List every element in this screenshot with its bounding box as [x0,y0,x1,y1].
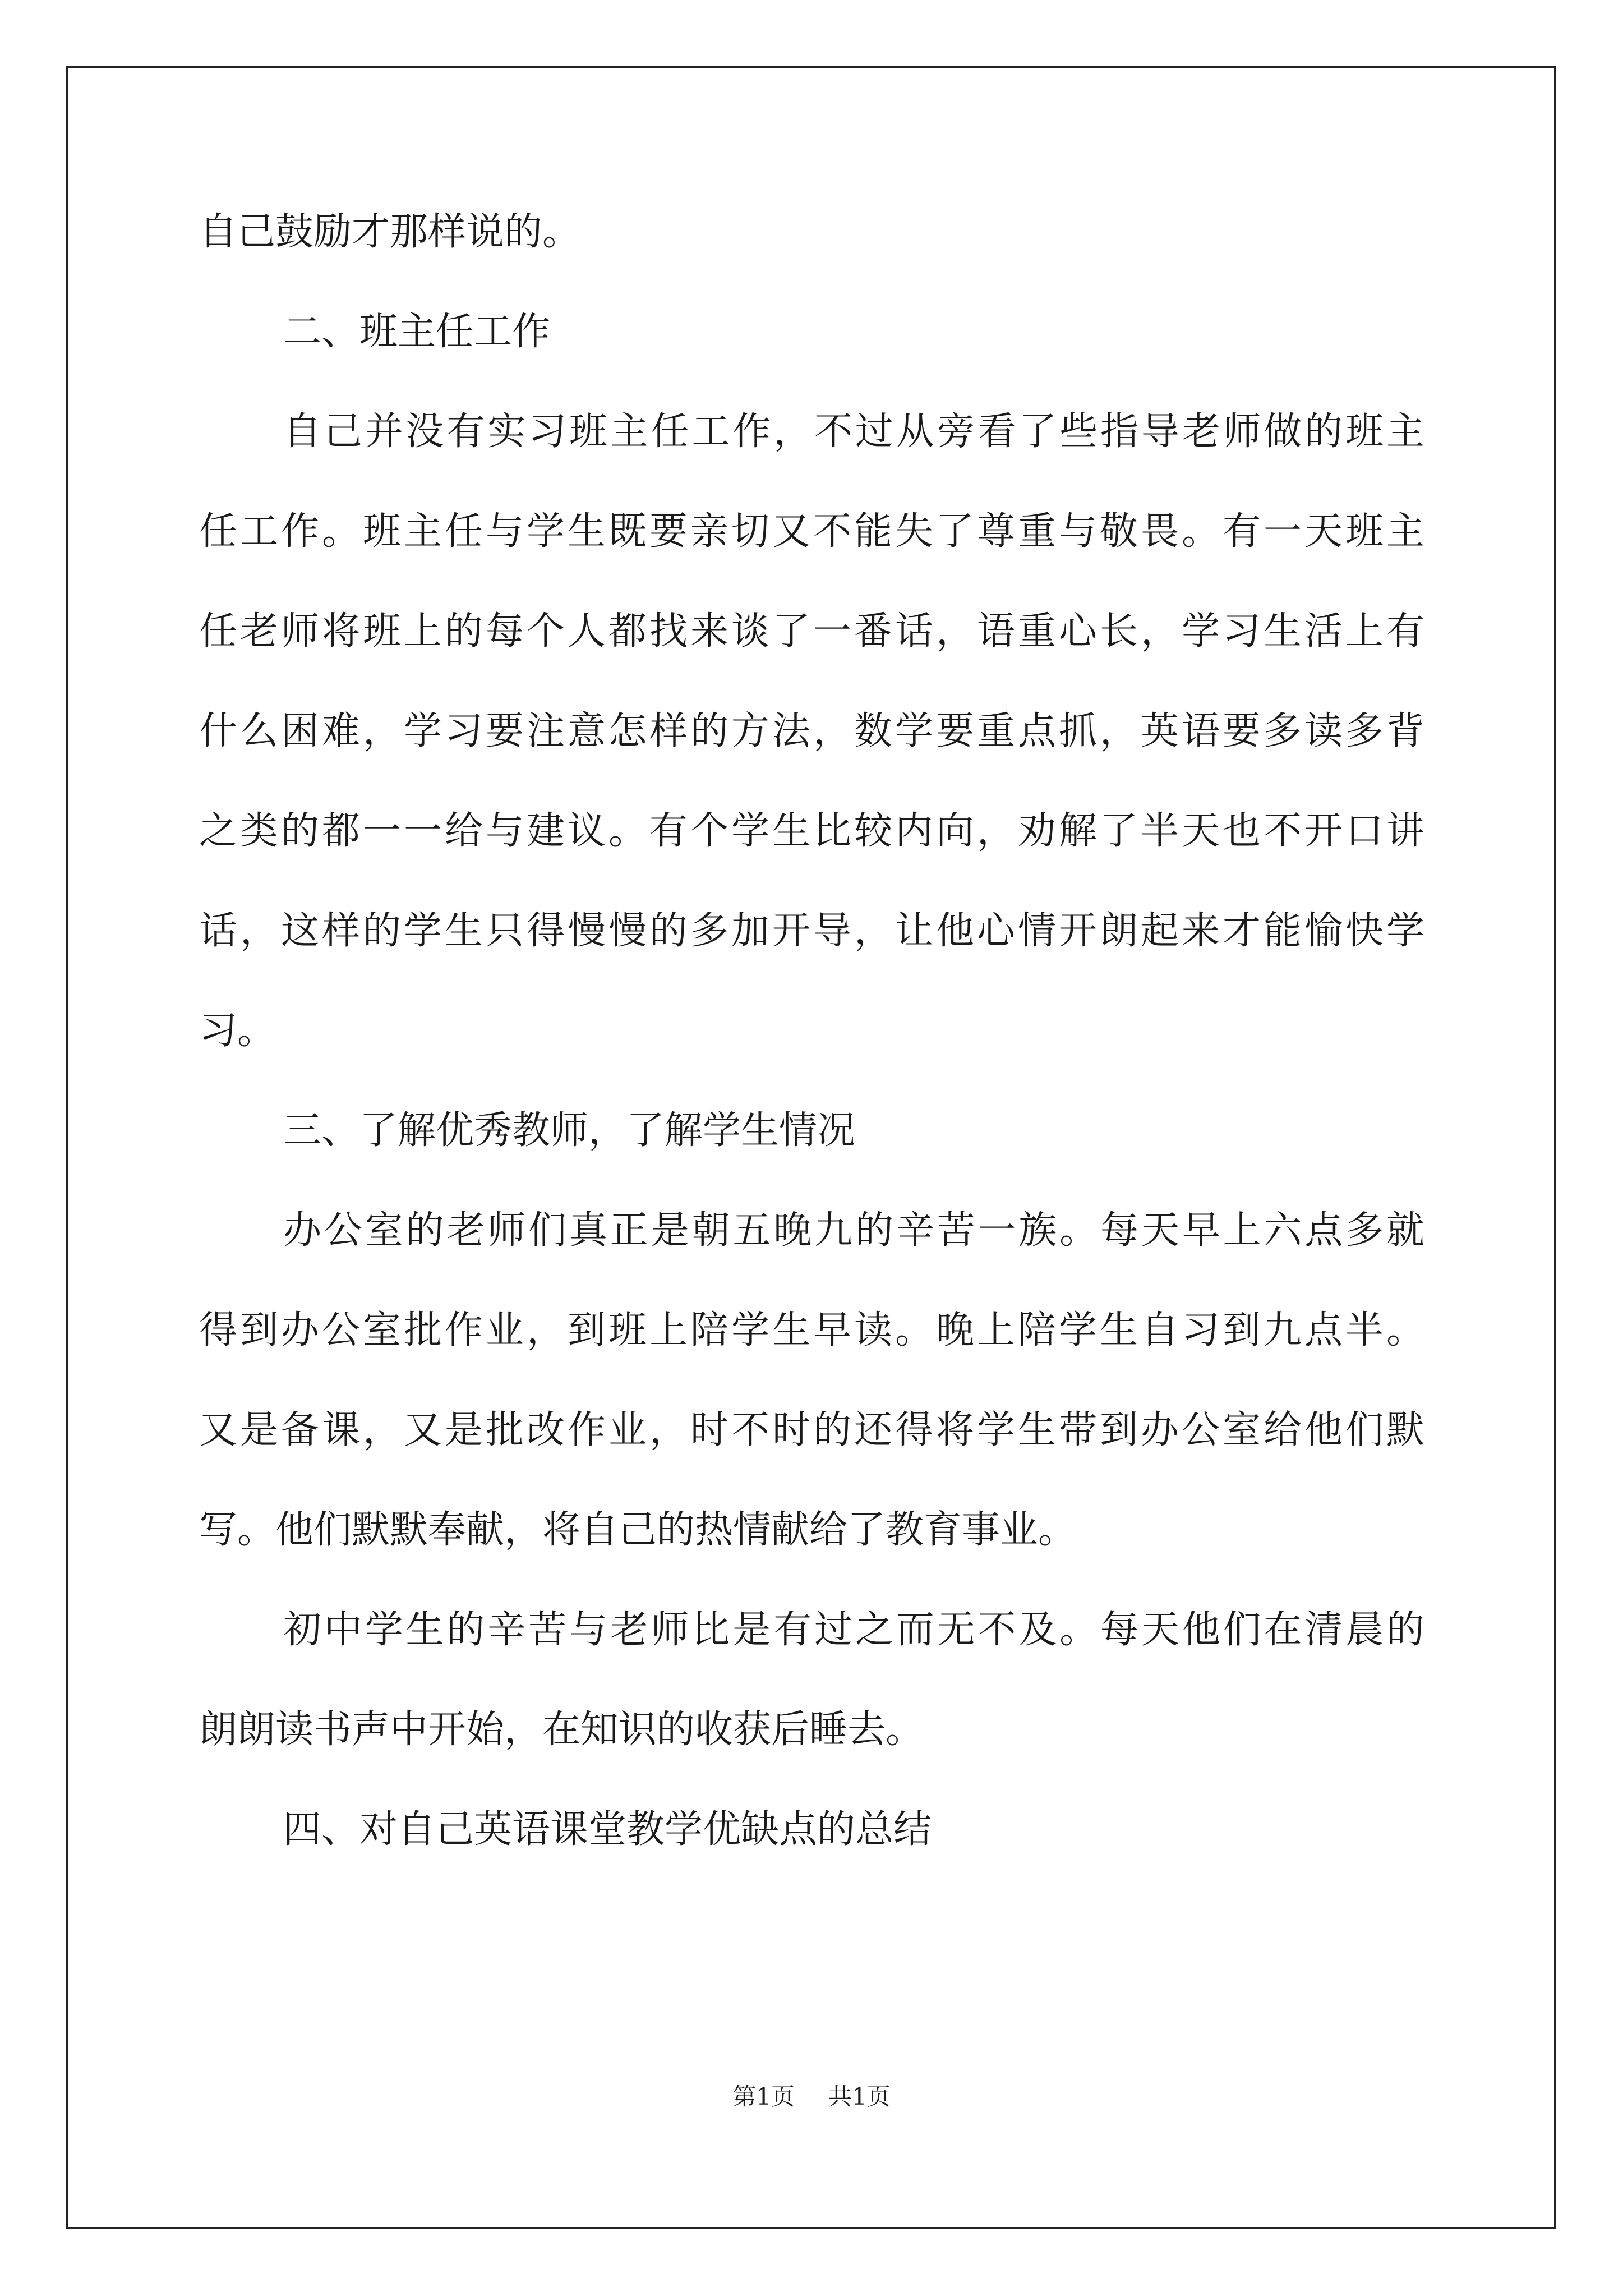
section-heading: 二、班主任工作 [283,310,551,354]
text-line: 自己鼓励才那样说的。 [199,210,581,254]
text-line: 之类的都一一给与建议。有个学生比较内向，劝解了半天也不开口讲 [199,809,1424,853]
text-line: 初中学生的辛苦与老师比是有过之而无不及。每天他们在清晨的 [283,1608,1424,1652]
section-heading: 四、对自己英语课堂教学优缺点的总结 [283,1807,932,1852]
text-line: 得到办公室批作业，到班上陪学生早读。晚上陪学生自习到九点半。 [199,1308,1424,1352]
page-number: 第1页 [732,2083,795,2110]
page-total: 共1页 [828,2083,891,2110]
document-body [199,210,1424,1911]
text-line: 任工作。班主任与学生既要亲切又不能失了尊重与敬畏。有一天班主 [199,509,1424,554]
text-line: 朗朗读书声中开始，在知识的收获后睡去。 [199,1708,924,1752]
text-line: 习。 [199,1009,276,1053]
section-heading: 三、了解优秀教师，了解学生情况 [283,1108,856,1153]
text-line: 办公室的老师们真正是朝五晚九的辛苦一族。每天早上六点多就 [283,1208,1424,1253]
text-line: 任老师将班上的每个人都找来谈了一番话，语重心长，学习生活上有 [199,609,1424,654]
text-line: 话，这样的学生只得慢慢的多加开导，让他心情开朗起来才能愉快学 [199,909,1424,953]
text-line: 什么困难，学习要注意怎样的方法，数学要重点抓，英语要多读多背 [199,709,1424,753]
page-footer [0,2078,1623,2112]
text-line: 写。他们默默奉献，将自己的热情献给了教育事业。 [199,1508,1077,1552]
text-line: 又是备课，又是批改作业，时不时的还得将学生带到办公室给他们默 [199,1408,1424,1452]
text-line: 自己并没有实习班主任工作，不过从旁看了些指导老师做的班主 [283,409,1424,454]
